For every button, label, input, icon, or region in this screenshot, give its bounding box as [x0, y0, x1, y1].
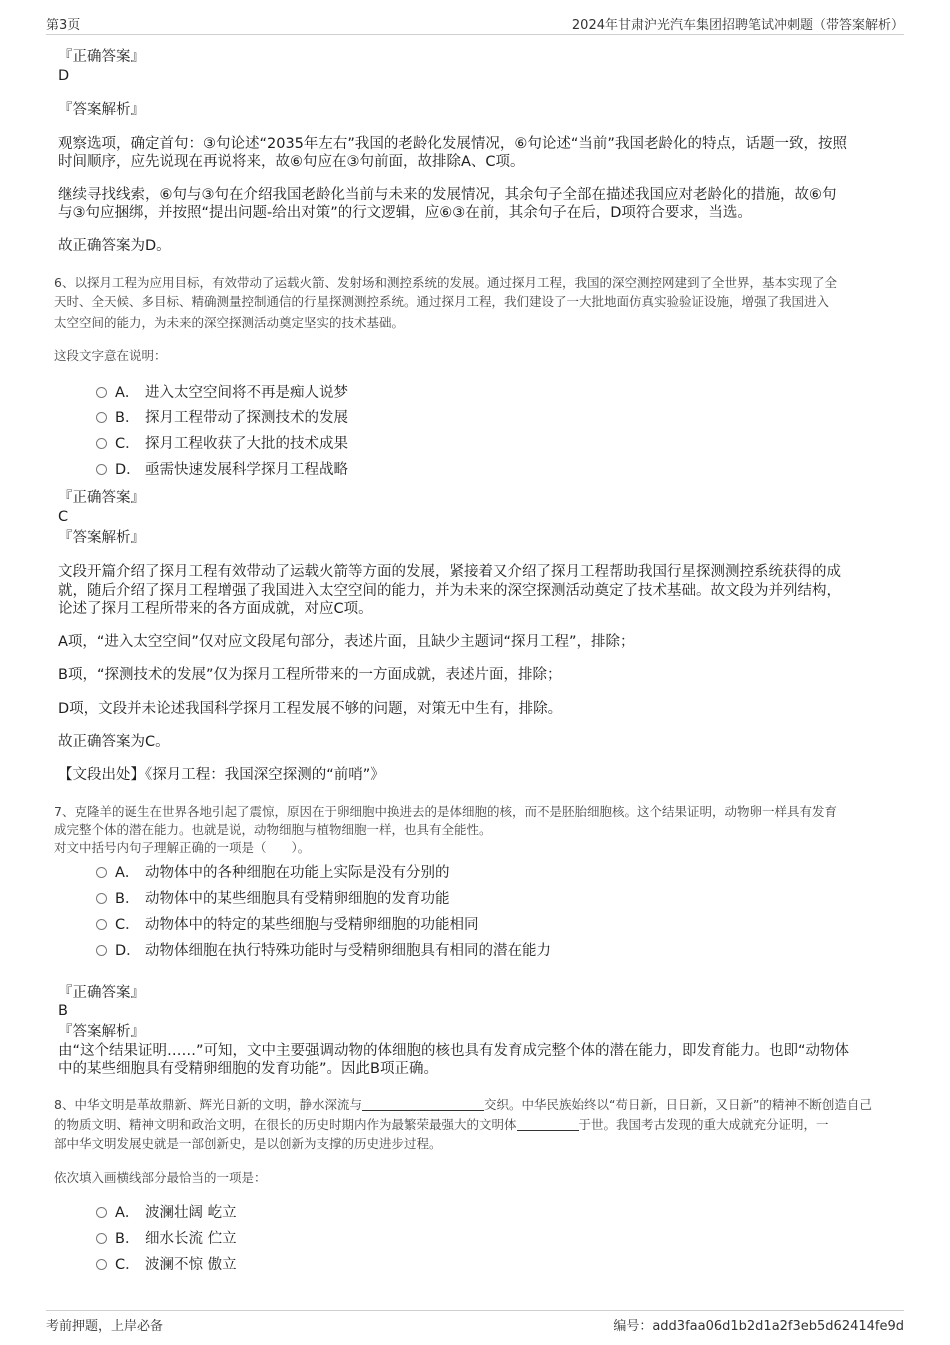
radio-icon[interactable] [96, 1233, 107, 1244]
page-header [46, 14, 904, 35]
q5-para1-line2: 时间顺序，应先说现在再说将来，故⑥句应在③句前面，故排除A、C项。 [58, 154, 525, 170]
radio-icon[interactable] [96, 945, 107, 956]
q5-answer: D [58, 68, 70, 84]
q6-option-d[interactable] [96, 460, 348, 480]
radio-icon[interactable] [96, 1207, 107, 1218]
option-text: 亟需快速发展科学探月工程战略 [145, 462, 348, 478]
q5-para2-line2: 与③句应捆绑，并按照“提出问题-给出对策”的行文逻辑，应⑥③在前，其余句子在后，D项符合要求，当选。 [58, 205, 752, 221]
page-number: 第3页 [46, 18, 81, 33]
option-text: 动物体中的特定的某些细胞与受精卵细胞的功能相同 [145, 917, 479, 933]
radio-icon[interactable] [96, 438, 107, 449]
q8-option-c[interactable] [96, 1255, 237, 1275]
q7-answer-label: 『正确答案』 [58, 985, 145, 1001]
page-footer [46, 1310, 904, 1335]
option-text: 探月工程带动了探测技术的发展 [145, 410, 348, 426]
option-text: 探月工程收获了大批的技术成果 [145, 436, 348, 452]
q7-analysis-label: 『答案解析』 [58, 1024, 145, 1040]
q7-para1-line2: 中的某些细胞具有受精卵细胞的发育功能”。因此B项正确。 [58, 1061, 438, 1077]
option-letter: B． [115, 1231, 140, 1247]
option-letter: A． [115, 385, 140, 401]
q7-option-a[interactable] [96, 863, 450, 883]
option-text: 动物体中的某些细胞具有受精卵细胞的发育功能 [145, 891, 450, 907]
option-text: 波澜不惊 傲立 [145, 1257, 237, 1273]
q5-conclusion: 故正确答案为D。 [58, 238, 171, 254]
q8-stem-line3: 部中华文明发展史就是一部创新史，是以创新为支撑的历史进步过程。 [54, 1136, 442, 1151]
option-letter: C． [115, 1257, 140, 1273]
q6-prompt: 这段文字意在说明： [54, 348, 167, 363]
q6-option-a[interactable] [96, 383, 348, 403]
q6-option-b-analysis: B项，“探测技术的发展”仅为探月工程所带来的一方面成就，表述片面，排除； [58, 667, 562, 683]
q6-option-d-analysis: D项，文段并未论述我国科学探月工程发展不够的问题，对策无中生有，排除。 [58, 701, 563, 717]
q7-stem-line1: 7、克隆羊的诞生在世界各地引起了震惊，原因在于卵细胞中换进去的是体细胞的核，而不是胚胎细胞核。这个结果证明，动物卵一样具有发育 [54, 804, 837, 819]
q6-option-a-analysis: A项，“进入太空空间”仅对应文段尾句部分，表述片面，且缺少主题词“探月工程”，排除； [58, 634, 635, 650]
option-letter: C． [115, 917, 140, 933]
q6-stem-line2: 天时、全天候、多目标、精确测量控制通信的行星探测测控系统。通过探月工程，我们建设了一大批地面仿真实验验证设施，增强了我国进入 [54, 294, 830, 309]
option-letter: A． [115, 1205, 140, 1221]
q6-para1-line1: 文段开篇介绍了探月工程有效带动了运载火箭等方面的发展，紧接着又介绍了探月工程帮助我国行星探测测控系统获得的成 [58, 564, 841, 580]
q6-answer: C [58, 509, 69, 525]
q6-para1-line3: 论述了探月工程所带来的各方面成就，对应C项。 [58, 601, 373, 617]
option-text: 进入太空空间将不再是痴人说梦 [145, 385, 348, 401]
q6-option-b[interactable] [96, 408, 348, 428]
q7-option-c[interactable] [96, 915, 479, 935]
q5-analysis-label: 『答案解析』 [58, 102, 145, 118]
q8-stem-part: 的物质文明、精神文明和政治文明，在很长的历史时期内作为最繁荣最强大的文明体 [54, 1117, 517, 1132]
q6-answer-label: 『正确答案』 [58, 490, 145, 506]
q6-conclusion: 故正确答案为C。 [58, 734, 170, 750]
radio-icon[interactable] [96, 1259, 107, 1270]
fill-blank [517, 1116, 579, 1131]
q7-option-d[interactable] [96, 941, 551, 961]
q8-stem-part: 8、中华文明是革故鼎新、辉光日新的文明，静水深流与 [54, 1097, 362, 1112]
q7-para1-line1: 由“这个结果证明……”可知，文中主要强调动物的体细胞的核也具有发育成完整个体的潜在能力，即发育能力。也即“动物体 [58, 1043, 850, 1059]
option-letter: A． [115, 865, 140, 881]
option-text: 动物体细胞在执行特殊功能时与受精卵细胞具有相同的潜在能力 [145, 943, 551, 959]
q7-stem-line2: 成完整个体的潜在能力。也就是说，动物细胞与植物细胞一样，也具有全能性。 [54, 822, 492, 837]
radio-icon[interactable] [96, 412, 107, 423]
option-text: 波澜壮阔 屹立 [145, 1205, 237, 1221]
option-letter: C． [115, 436, 140, 452]
q8-stem-line1 [54, 1094, 872, 1116]
q7-answer: B [58, 1003, 68, 1019]
q8-stem-part: 于世。我国考古发现的重大成就充分证明，一 [578, 1117, 829, 1132]
q8-prompt: 依次填入画横线部分最恰当的一项是： [54, 1170, 267, 1185]
option-letter: B． [115, 410, 140, 426]
q6-stem-line3: 太空空间的能力，为未来的深空探测活动奠定坚实的技术基础。 [54, 315, 405, 330]
code-label: 编号： [613, 1319, 653, 1334]
document-title: 2024年甘肃沪光汽车集团招聘笔试冲刺题（带答案解析） [571, 18, 904, 33]
option-text: 细水长流 伫立 [145, 1231, 237, 1247]
q8-option-a[interactable] [96, 1203, 237, 1223]
q6-para1-line2: 就，随后介绍了探月工程增强了我国进入太空空间的能力，并为未来的深空探测活动奠定了技术基础。故文段为并列结构， [58, 583, 841, 599]
fill-blank [362, 1096, 484, 1111]
radio-icon[interactable] [96, 387, 107, 398]
q7-option-b[interactable] [96, 889, 450, 909]
q8-stem-part: 交织。中华民族始终以“苟日新，日日新，又日新”的精神不断创造自己 [483, 1097, 872, 1112]
option-letter: D． [115, 943, 141, 959]
q6-stem-line1: 6、以探月工程为应用目标，有效带动了运载火箭、发射场和测控系统的发展。通过探月工程，我国的深空测控网建到了全世界，基本实现了全 [54, 275, 837, 290]
footer-slogan: 考前押题，上岸必备 [46, 1319, 164, 1334]
radio-icon[interactable] [96, 464, 107, 475]
code-value: add3faa06d1b2d1a2f3eb5d62414fe9d [652, 1319, 904, 1334]
q6-option-c[interactable] [96, 434, 348, 454]
q6-source: 【文段出处】《探月工程：我国深空探测的“前哨”》 [58, 767, 385, 783]
radio-icon[interactable] [96, 867, 107, 878]
q5-answer-label: 『正确答案』 [58, 49, 145, 65]
option-text: 动物体中的各种细胞在功能上实际是没有分别的 [145, 865, 450, 881]
q6-analysis-label: 『答案解析』 [58, 530, 145, 546]
radio-icon[interactable] [96, 893, 107, 904]
radio-icon[interactable] [96, 919, 107, 930]
option-letter: D． [115, 462, 141, 478]
document-code [613, 1315, 904, 1334]
q5-para2-line1: 继续寻找线索，⑥句与③句在介绍我国老龄化当前与未来的发展情况，其余句子全部在描述我国应对老龄化的措施，故⑥句 [58, 187, 837, 203]
q8-option-b[interactable] [96, 1229, 237, 1249]
option-letter: B． [115, 891, 140, 907]
q7-prompt: 对文中括号内句子理解正确的一项是（ ）。 [54, 840, 311, 855]
q5-para1-line1: 观察选项，确定首句：③句论述“2035年左右”我国的老龄化发展情况，⑥句论述“当前”我国老龄化的特点，话题一致，按照 [58, 136, 847, 152]
